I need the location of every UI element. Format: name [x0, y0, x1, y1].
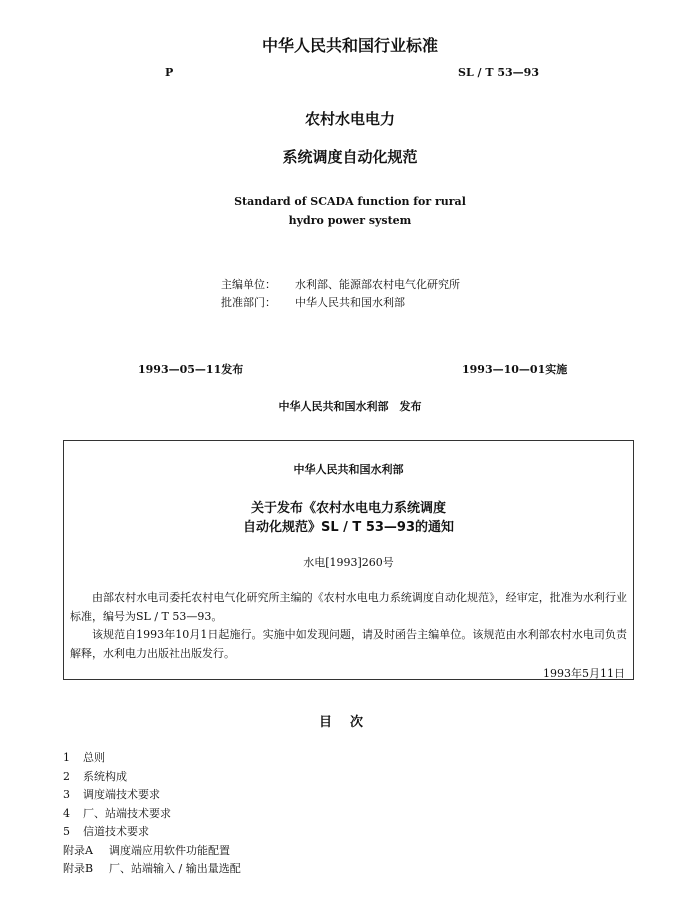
- toc-item-label: 厂、站端输入 / 输出量选配: [109, 862, 241, 875]
- notice-date: 1993年5月11日: [543, 667, 625, 680]
- toc-item[interactable]: [63, 823, 241, 842]
- notice-issuer: 中华人民共和国水利部: [293, 463, 404, 476]
- table-of-contents: [63, 749, 241, 879]
- toc-item[interactable]: [63, 768, 241, 787]
- toc-item-number: 1: [63, 751, 70, 764]
- editor-value: 水利部、能源部农村电气化研究所: [295, 278, 460, 291]
- toc-item-number: 4: [63, 806, 70, 820]
- toc-item-number: 附录B: [63, 862, 94, 875]
- editor-label: 主编单位：: [221, 278, 276, 291]
- toc-item-label: 系统构成: [83, 769, 127, 783]
- english-title-line-2: hydro power system: [288, 214, 412, 227]
- notice-doc-number: 水电[1993]260号: [303, 556, 394, 569]
- toc-item-label: 调度端技术要求: [83, 788, 160, 801]
- toc-item[interactable]: [63, 805, 241, 824]
- approver-value: 中华人民共和国水利部: [295, 296, 405, 309]
- toc-title: 目次: [318, 715, 381, 730]
- notice-box: [63, 440, 634, 680]
- notice-body: [70, 589, 627, 663]
- toc-item-number: 附录A: [63, 843, 93, 857]
- industry-standard-heading: 中华人民共和国行业标准: [261, 36, 438, 55]
- english-title-line-1: Standard of SCADA function for rural: [234, 195, 466, 208]
- publisher: 中华人民共和国水利部 发布: [278, 400, 422, 413]
- title-line-1: 农村水电电力: [304, 110, 395, 128]
- standard-code: SL / T 53—93: [458, 66, 539, 79]
- notice-title-line-1: 关于发布《农村水电电力系统调度: [250, 501, 446, 516]
- toc-item[interactable]: [63, 786, 241, 805]
- toc-item[interactable]: [63, 749, 241, 768]
- issue-date: 1993—05—11发布: [138, 363, 244, 376]
- toc-item[interactable]: [63, 842, 241, 861]
- toc-item-number: 3: [63, 788, 70, 801]
- notice-title-line-2: 自动化规范》SL / T 53—93的通知: [242, 520, 455, 535]
- approver-label: 批准部门：: [221, 296, 276, 309]
- toc-item-label: 信道技术要求: [83, 825, 149, 838]
- class-code: P: [165, 66, 174, 79]
- toc-item-label: 厂、站端技术要求: [83, 806, 171, 820]
- notice-paragraph-1: 由部农村水电司委托农村电气化研究所主编的《农村水电电力系统调度自动化规范》，经审定，批准为水利行业标准，编号为SL / T 53—93。: [70, 591, 627, 623]
- toc-item[interactable]: [63, 860, 241, 879]
- toc-item-label: 调度端应用软件功能配置: [109, 843, 230, 857]
- toc-item-number: 5: [63, 825, 70, 838]
- toc-item-label: 总则: [83, 751, 105, 764]
- toc-item-number: 2: [63, 769, 70, 783]
- notice-paragraph-2: 该规范自1993年10月1日起施行。实施中如发现问题，请及时函告主编单位。该规范由水利部农村水电司负责解释，水利电力出版社出版发行。: [70, 628, 627, 660]
- title-line-2: 系统调度自动化规范: [282, 148, 418, 166]
- implement-date: 1993—10—01实施: [462, 363, 568, 376]
